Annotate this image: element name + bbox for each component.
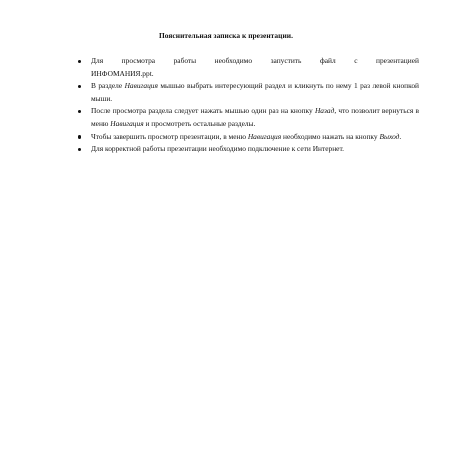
word: необходимо: [214, 56, 253, 65]
item-text: необходимо нажать на кнопку: [281, 131, 380, 141]
bullet-icon: [78, 148, 81, 151]
bullet-icon: [78, 60, 81, 63]
item-text: .: [399, 131, 402, 141]
word: Для: [91, 56, 104, 65]
menu-name: Навигация: [110, 118, 144, 128]
instructions-list: [76, 55, 419, 156]
menu-name: Навигация: [124, 81, 158, 91]
item-text: Чтобы завершить просмотр презентации, в меню: [91, 131, 248, 141]
word: запустить: [270, 56, 302, 65]
word: с: [354, 56, 358, 65]
button-name: Назад: [314, 106, 335, 116]
list-item: [76, 105, 419, 130]
bullet-icon: [78, 110, 81, 113]
button-name: Выход: [379, 131, 400, 141]
list-item: [76, 55, 419, 80]
item-text: и просмотреть остальные разделы.: [143, 118, 256, 128]
item-text: В разделе: [91, 81, 125, 91]
file-name: ИНФОМАНИЯ.ppt.: [91, 68, 154, 78]
menu-name: Навигация: [247, 131, 282, 141]
item-text: , что позволит вернуться в меню: [91, 106, 420, 128]
list-item: [76, 143, 419, 156]
item-text: мышью выбрать интересующий раздел и кликнуть по нему 1 раз левой кнопкой мыши.: [91, 81, 419, 103]
list-item: [76, 80, 419, 105]
bullet-icon: [78, 135, 81, 138]
word: файл: [319, 56, 336, 65]
list-item: [76, 131, 419, 144]
word: работы: [173, 56, 197, 65]
item-text: Для корректной работы презентации необходимо подключение к сети Интернет.: [91, 144, 344, 154]
bullet-icon: [78, 85, 81, 88]
word: презентацией: [376, 56, 419, 65]
justified-line: [91, 55, 419, 68]
item-text: После просмотра раздела следует нажать мышью один раз на кнопку: [91, 106, 315, 116]
document-title: Пояснительная записка к презентации.: [158, 31, 294, 40]
word: просмотра: [121, 56, 156, 65]
